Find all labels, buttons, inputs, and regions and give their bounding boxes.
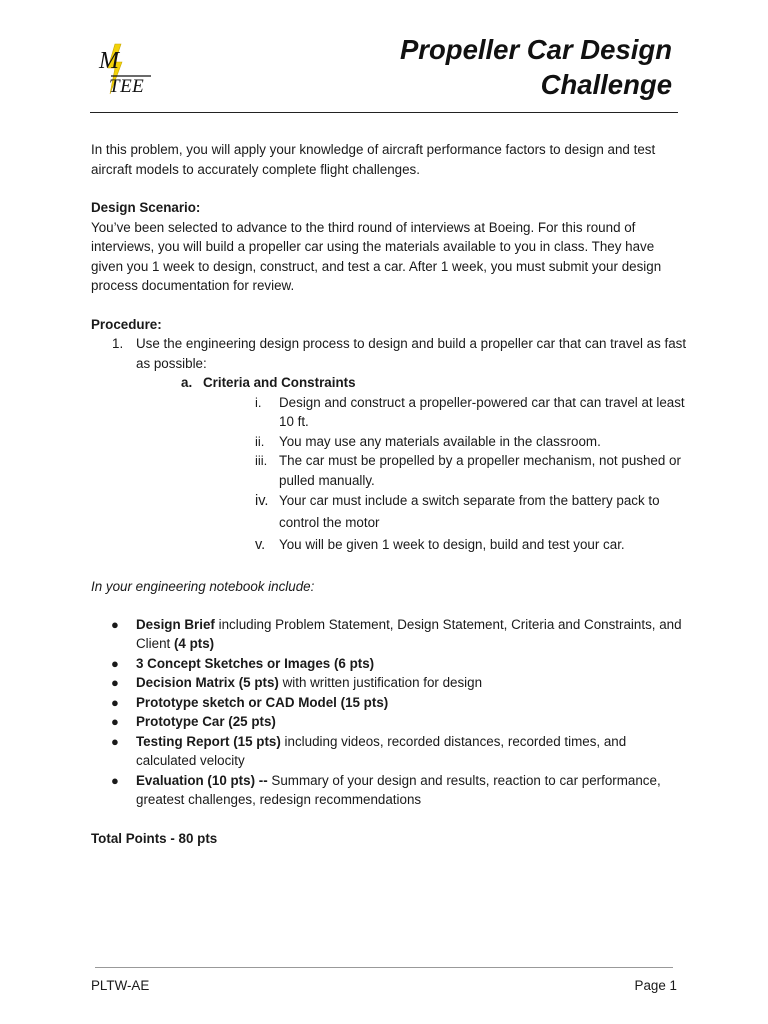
- scenario-heading: Design Scenario:: [91, 200, 201, 215]
- criteria-list: [91, 393, 687, 557]
- criteria-number: ii.: [255, 433, 265, 449]
- notebook-item-points: (4 pts): [173, 636, 215, 651]
- notebook-item: [91, 673, 687, 693]
- criteria-item: [91, 490, 687, 534]
- footer-divider: [95, 967, 673, 968]
- bullet-icon: ●: [111, 714, 119, 729]
- footer-page-number: Page 1: [634, 978, 677, 993]
- notebook-item-text: including Problem Statement, Design Statement, Criteria and Constraints, and Client: [136, 616, 682, 651]
- criteria-number: iv.: [255, 493, 269, 509]
- criteria-number: v.: [255, 537, 266, 553]
- notebook-item-bold: Design Brief: [136, 616, 215, 632]
- document-body: [91, 140, 687, 848]
- notebook-item: [91, 732, 687, 771]
- notebook-item-bold: 3 Concept Sketches or Images (6 pts): [136, 655, 375, 671]
- criteria-number: iii.: [255, 453, 268, 468]
- notebook-item-bold: Evaluation (10 pts) --: [136, 772, 268, 788]
- page-title: [272, 32, 672, 102]
- notebook-item-text: with written justification for design: [278, 675, 483, 690]
- criteria-item: [91, 432, 687, 452]
- criteria-heading: Criteria and Constraints: [203, 375, 356, 390]
- header-divider: [90, 112, 678, 113]
- criteria-text: You may use any materials available in the classroom.: [279, 433, 601, 449]
- criteria-letter: a.: [181, 375, 193, 390]
- notebook-item: [91, 712, 687, 732]
- title-line-2: Challenge: [540, 69, 672, 100]
- notebook-item: [91, 615, 687, 654]
- procedure-step-text: Use the engineering design process to design and build a propeller car that can travel as fast as possible:: [136, 336, 687, 371]
- notebook-item-bold: Decision Matrix (5 pts): [136, 675, 279, 690]
- title-line-1: Propeller Car Design: [399, 34, 672, 65]
- notebook-list: [91, 615, 687, 810]
- criteria-item: [91, 451, 687, 490]
- scenario-paragraph: You’ve been selected to advance to the third round of interviews at Boeing. For this round of interviews, you will build a propeller car using the materials available to you in class. They have given you 1 week to design, construct, and test a car. After 1 week, you must submit your design process documentation for review.: [91, 219, 662, 293]
- bullet-icon: ●: [111, 694, 119, 710]
- bullet-icon: ●: [111, 655, 119, 671]
- footer-course: PLTW-AE: [91, 978, 150, 993]
- criteria-text: Your car must include a switch separate from the battery pack to control the motor: [279, 493, 660, 530]
- notebook-item-text: Summary of your design and results, reaction to car performance, greatest challenges, redesign recommendations: [136, 772, 661, 807]
- criteria-item: [91, 393, 687, 432]
- notebook-item: [91, 693, 687, 713]
- bullet-icon: ●: [111, 772, 119, 788]
- svg-text:M: M: [99, 48, 119, 74]
- notebook-item: [91, 654, 687, 674]
- procedure-step-number: 1.: [112, 336, 124, 351]
- criteria-text: The car must be propelled by a propeller mechanism, not pushed or pulled manually.: [279, 453, 681, 488]
- criteria-text: Design and construct a propeller-powered car that can travel at least 10 ft.: [279, 394, 685, 429]
- bullet-icon: ●: [111, 733, 119, 749]
- criteria-heading-row: [91, 373, 687, 393]
- bullet-icon: ●: [111, 616, 119, 632]
- procedure-heading: Procedure:: [91, 316, 162, 332]
- mtee-logo: [95, 38, 159, 100]
- notebook-item-text: including videos, recorded distances, recorded times, and calculated velocity: [136, 733, 627, 768]
- criteria-item: [91, 534, 687, 556]
- notebook-intro: In your engineering notebook include:: [91, 579, 315, 594]
- total-points: Total Points - 80 pts: [91, 830, 218, 846]
- notebook-item: [91, 771, 687, 810]
- criteria-text: You will be given 1 week to design, build and test your car.: [279, 537, 625, 552]
- svg-text:TEE: TEE: [109, 76, 145, 97]
- notebook-item-bold: Testing Report (15 pts): [136, 733, 281, 749]
- notebook-item-bold: Prototype sketch or CAD Model (15 pts): [136, 694, 389, 710]
- procedure-step: [91, 334, 687, 373]
- intro-paragraph: In this problem, you will apply your knowledge of aircraft performance factors to design and test aircraft models to accurately complete flight challenges.: [91, 142, 656, 177]
- notebook-item-bold: Prototype Car (25 pts): [136, 714, 276, 729]
- criteria-number: i.: [255, 394, 262, 410]
- bullet-icon: ●: [111, 675, 119, 690]
